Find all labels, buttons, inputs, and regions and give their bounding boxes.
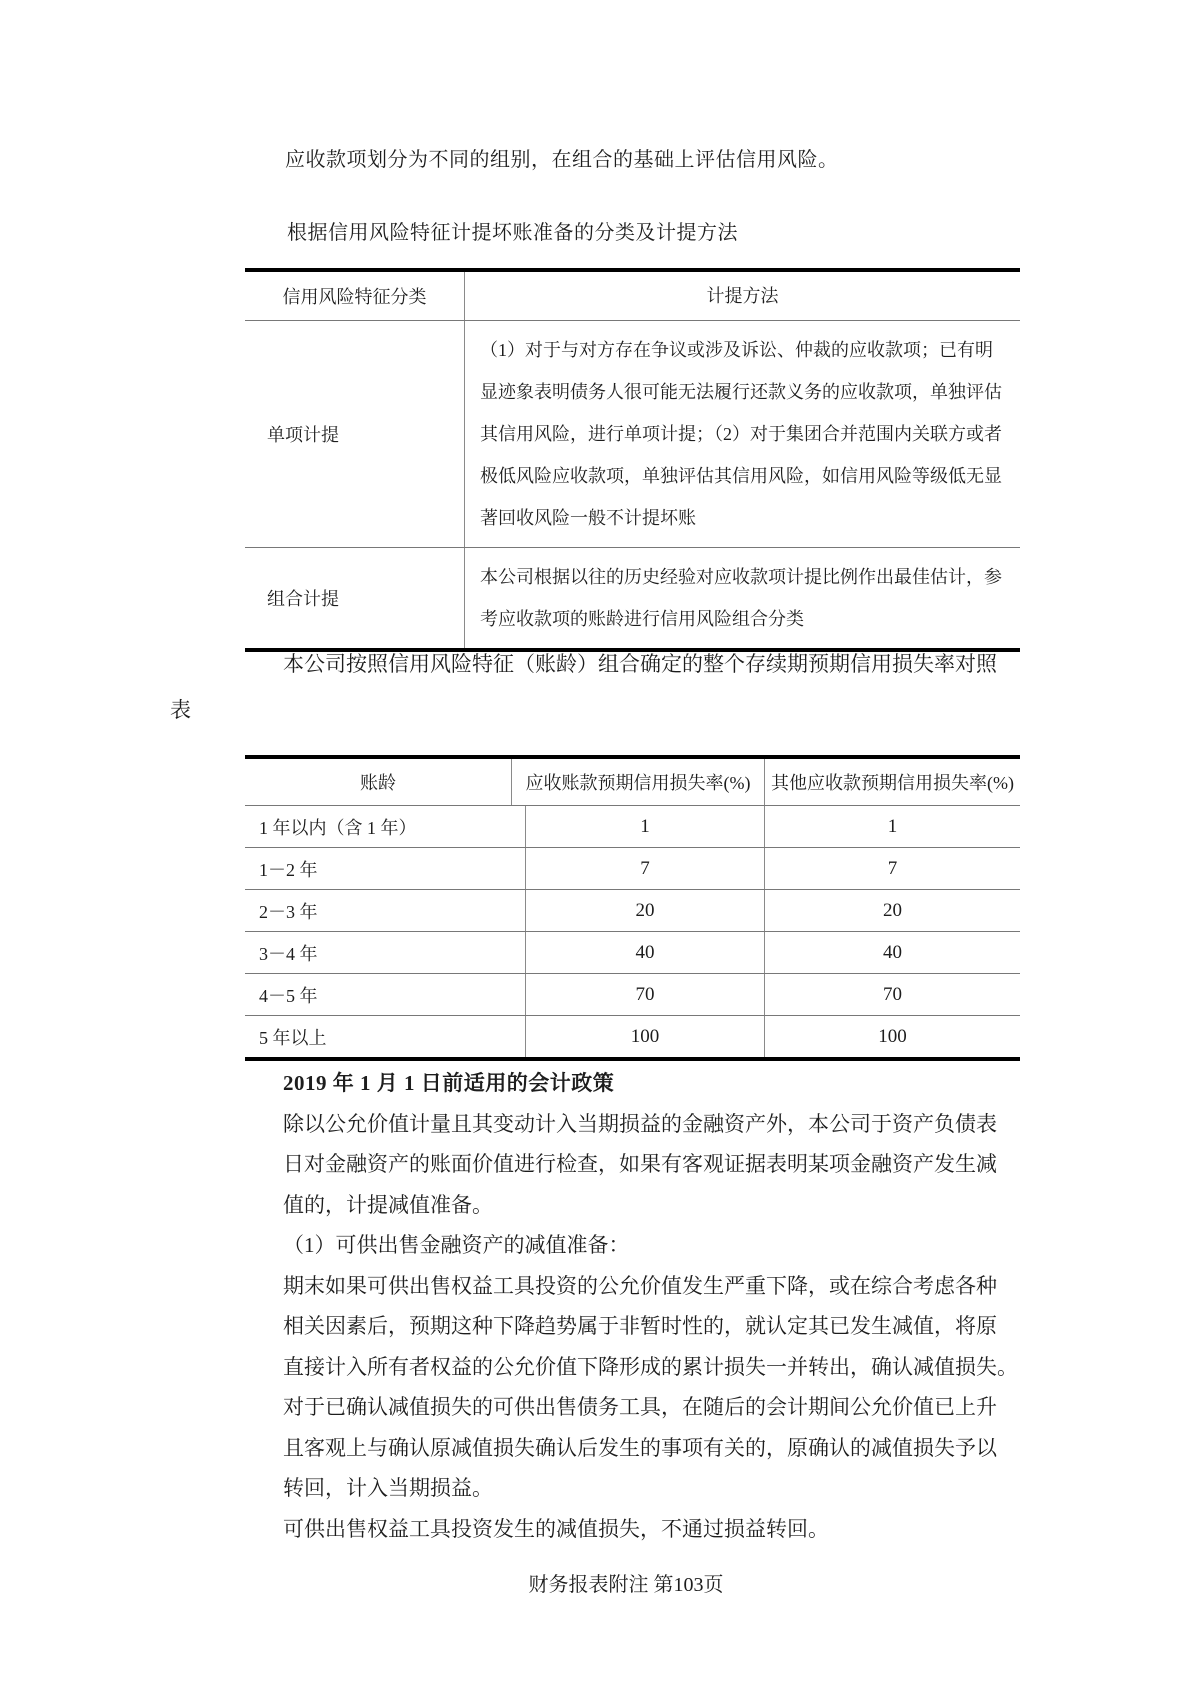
other-rate-cell (765, 932, 1020, 973)
aging-label: 4－5 年 (259, 985, 318, 1006)
aging-cell (245, 932, 526, 973)
footer-text: 财务报表附注 第103页 (528, 1574, 724, 1596)
method-text-line: 极低风险应收款项，单独评估其信用风险，如信用风险等级低无显 (480, 466, 1002, 486)
ar-rate-value: 1 (640, 815, 650, 837)
ar-rate-value: 7 (640, 857, 650, 879)
aging-label: 1－2 年 (259, 859, 318, 880)
aging-label: 1 年以内（含 1 年） (259, 817, 417, 838)
header-cell-ar-rate (512, 759, 765, 805)
policy-text-line: 对于已确认减值损失的可供出售债务工具，在随后的会计期间公允价值已上升 (283, 1395, 997, 1419)
aging-cell (245, 890, 526, 931)
page-footer (0, 1568, 1200, 1597)
table-row-individual (245, 321, 1020, 548)
policy-text-line: 除以公允价值计量且其变动计入当期损益的金融资产外，本公司于资产负债表 (283, 1111, 997, 1136)
policy-text-line: 且客观上与确认原减值损失确认后发生的事项有关的，原确认的减值损失予以 (283, 1435, 997, 1460)
row-label: 单项计提 (267, 425, 339, 445)
other-rate-cell (765, 848, 1020, 889)
row-method-cell (465, 548, 1020, 648)
header-label: 其他应收款预期信用损失率(%) (771, 773, 1014, 793)
other-rate-value: 100 (878, 1025, 907, 1047)
mid-paragraph (170, 641, 1022, 733)
accounting-policy-section (283, 1063, 1023, 1549)
table-header-row (245, 272, 1020, 321)
row-method-cell (465, 321, 1020, 547)
ar-rate-cell (526, 890, 765, 931)
method-text-line: 本公司根据以往的历史经验对应收款项计提比例作出最佳估计，参 (480, 567, 1002, 587)
header-cell-classification (245, 272, 465, 320)
other-rate-cell (765, 1016, 1020, 1057)
policy-text-line: 值的，计提减值准备。 (283, 1192, 493, 1217)
table-row (245, 890, 1020, 932)
other-rate-cell (765, 974, 1020, 1015)
other-rate-value: 1 (887, 815, 898, 837)
policy-heading: 2019 年 1 月 1 日前适用的会计政策 (283, 1071, 615, 1095)
other-rate-value: 20 (883, 899, 902, 921)
aging-label: 5 年以上 (259, 1027, 327, 1048)
row-label-cell (245, 321, 465, 547)
table-row (245, 1016, 1020, 1057)
header-label: 应收账款预期信用损失率(%) (525, 773, 751, 793)
bad-debt-method-table (245, 268, 1020, 652)
table-row (245, 848, 1020, 890)
table-row (245, 806, 1020, 848)
table-row (245, 932, 1020, 974)
policy-text-line: 相关因素后，预期这种下降趋势属于非暂时性的，就认定其已发生减值，将原 (283, 1314, 997, 1338)
aging-cell (245, 806, 526, 847)
aging-cell (245, 1016, 526, 1057)
ar-rate-cell (526, 932, 765, 973)
header-label: 账龄 (360, 773, 396, 793)
method-text-line: 其信用风险，进行单项计提；（2）对于集团合并范围内关联方或者 (480, 424, 1002, 444)
row-label-cell (245, 548, 465, 648)
mid-paragraph-line: 表 (170, 698, 191, 722)
other-rate-cell (765, 806, 1020, 847)
header-cell-other-rate (765, 759, 1020, 805)
ar-rate-cell (526, 1016, 765, 1057)
other-rate-cell (765, 890, 1020, 931)
policy-text-line: 期末如果可供出售权益工具投资的公允价值发生严重下降，或在综合考虑各种 (283, 1273, 997, 1298)
table-row-portfolio (245, 548, 1020, 648)
aging-label: 3－4 年 (259, 943, 318, 964)
aging-cell (245, 848, 526, 889)
policy-text-line: （1）可供出售金融资产的减值准备： (283, 1233, 630, 1257)
expected-credit-loss-table (245, 755, 1020, 1061)
row-label: 组合计提 (267, 589, 339, 609)
ar-rate-value: 100 (630, 1025, 660, 1047)
table-header-row (245, 759, 1020, 806)
policy-text-line: 日对金融资产的账面价值进行检查，如果有客观证据表明某项金融资产发生减 (283, 1152, 997, 1176)
method-text-line: 著回收风险一般不计提坏账 (480, 508, 696, 528)
header-label: 计提方法 (706, 286, 779, 306)
aging-cell (245, 974, 526, 1015)
method-text-line: 显迹象表明债务人很可能无法履行还款义务的应收款项，单独评估 (480, 382, 1002, 402)
intro-paragraph: 应收款项划分为不同的组别，在组合的基础上评估信用风险。 (285, 149, 839, 171)
ar-rate-cell (526, 848, 765, 889)
ar-rate-value: 20 (635, 899, 655, 921)
policy-text-line: 可供出售权益工具投资发生的减值损失，不通过损益转回。 (283, 1516, 829, 1541)
aging-label: 2－3 年 (259, 901, 318, 922)
other-rate-value: 7 (887, 857, 898, 879)
ar-rate-value: 70 (635, 983, 655, 1005)
method-text-line: 考应收款项的账龄进行信用风险组合分类 (480, 609, 804, 629)
header-cell-method (465, 272, 1020, 320)
ar-rate-cell (526, 974, 765, 1015)
table-row (245, 974, 1020, 1016)
table1-title: 根据信用风险特征计提坏账准备的分类及计提方法 (287, 222, 738, 244)
other-rate-value: 70 (883, 983, 902, 1005)
header-label: 信用风险特征分类 (282, 287, 427, 307)
ar-rate-value: 40 (635, 941, 655, 963)
other-rate-value: 40 (883, 941, 902, 963)
ar-rate-cell (526, 806, 765, 847)
policy-text-line: 转回，计入当期损益。 (283, 1476, 493, 1500)
header-cell-aging (245, 759, 512, 805)
method-text-line: （1）对于与对方存在争议或涉及诉讼、仲裁的应收款项；已有明 (480, 340, 993, 360)
mid-paragraph-line: 本公司按照信用风险特征（账龄）组合确定的整个存续期预期信用损失率对照 (283, 652, 997, 676)
policy-text-line: 直接计入所有者权益的公允价值下降形成的累计损失一并转出，确认减值损失。 (283, 1354, 1018, 1379)
